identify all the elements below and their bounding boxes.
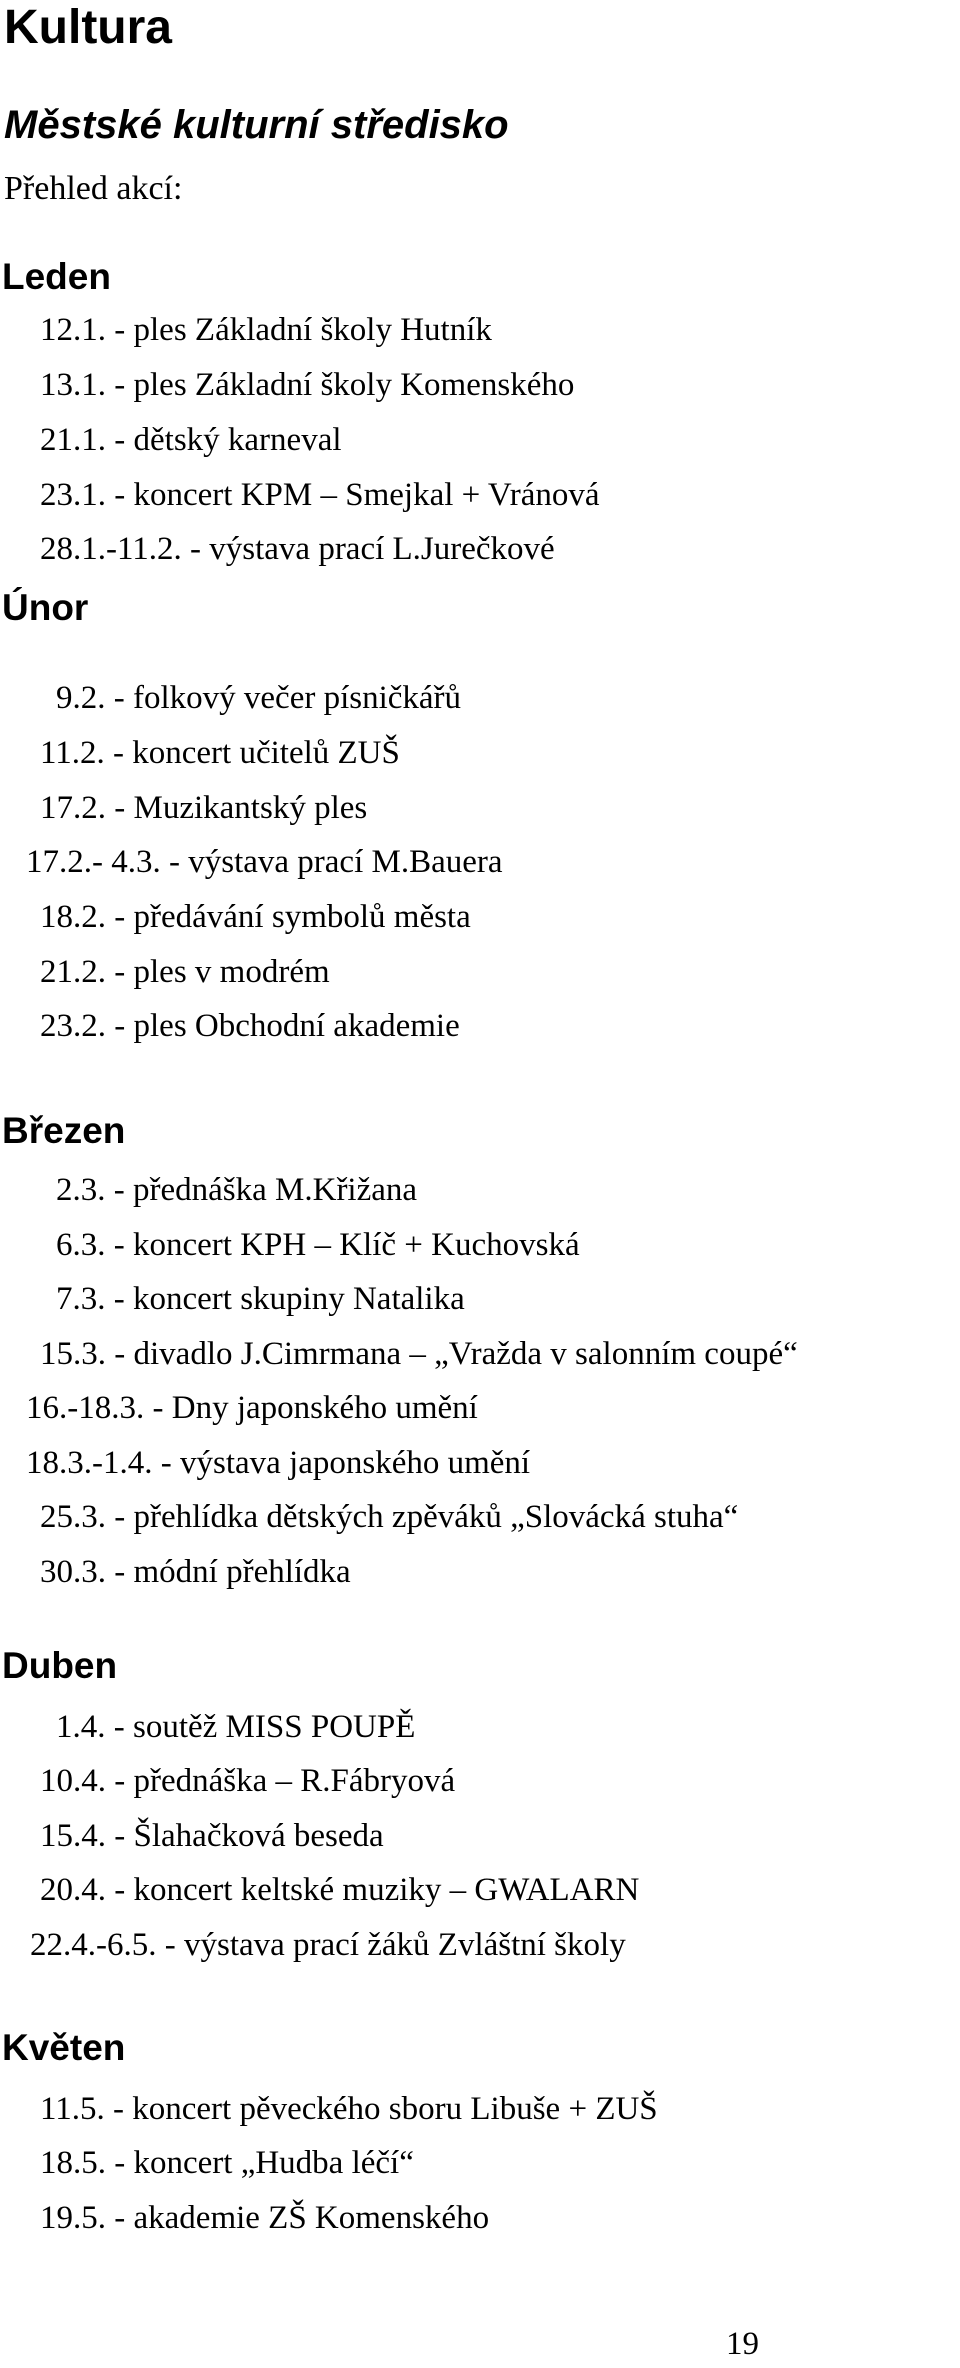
list-item	[40, 2143, 414, 2183]
event-date: 23.2. -	[40, 1008, 126, 1044]
event-text: koncert učitelů ZUŠ	[132, 735, 400, 771]
event-text: předávání symbolů města	[133, 899, 471, 935]
list-item	[26, 842, 503, 882]
event-text: koncert keltské muziky – GWALARN	[133, 1872, 640, 1908]
event-text: dětský karneval	[133, 422, 342, 458]
event-date: 2.3. -	[56, 1172, 125, 1208]
list-item	[40, 420, 342, 460]
event-text: divadlo J.Cimrmana – „Vražda v salonním coupé“	[133, 1336, 798, 1372]
event-date: 11.5. -	[40, 2091, 125, 2127]
event-date: 20.4. -	[40, 1872, 126, 1908]
event-date: 18.2. -	[40, 899, 126, 935]
event-date: 12.1. -	[40, 312, 126, 348]
list-item	[40, 365, 574, 405]
event-date: 18.5. -	[40, 2145, 126, 2181]
event-date: 15.3. -	[40, 1336, 126, 1372]
event-text: přednáška M.Křižana	[133, 1172, 418, 1208]
list-item	[40, 1761, 455, 1801]
event-date: 21.2. -	[40, 954, 126, 990]
event-date: 10.4. -	[40, 1763, 126, 1799]
event-date: 23.1. -	[40, 477, 126, 513]
event-text: koncert KPH – Klíč + Kuchovská	[133, 1227, 580, 1263]
event-text: ples Obchodní akademie	[133, 1008, 460, 1044]
event-date: 17.2. -	[40, 790, 126, 826]
event-date: 6.3. -	[56, 1227, 125, 1263]
list-item	[56, 1225, 580, 1265]
page-number: 19	[726, 2326, 759, 2362]
event-date: 15.4. -	[40, 1818, 126, 1854]
event-text: Šlahačková beseda	[133, 1818, 384, 1854]
list-item	[40, 1816, 384, 1856]
list-item	[40, 733, 400, 773]
event-text: akademie ZŠ Komenského	[133, 2200, 490, 2236]
list-item	[40, 2089, 658, 2129]
event-text: koncert pěveckého sboru Libuše + ZUŠ	[132, 2091, 658, 2127]
event-date: 22.4.-6.5. -	[30, 1927, 176, 1963]
list-item	[40, 788, 367, 828]
list-item	[26, 1388, 478, 1428]
event-text: Dny japonského umění	[171, 1390, 478, 1426]
list-item	[40, 529, 555, 569]
list-item	[40, 952, 330, 992]
event-text: Muzikantský ples	[133, 790, 368, 826]
list-item	[40, 897, 471, 937]
event-text: koncert „Hudba léčí“	[133, 2145, 414, 2181]
list-item	[56, 1170, 417, 1210]
list-item	[40, 1334, 798, 1374]
event-text: výstava prací M.Bauera	[188, 844, 503, 880]
event-date: 17.2.- 4.3. -	[26, 844, 180, 880]
event-date: 11.2. -	[40, 735, 125, 771]
event-date: 25.3. -	[40, 1499, 126, 1535]
event-text: ples Základní školy Komenského	[133, 367, 575, 403]
event-date: 7.3. -	[56, 1281, 125, 1317]
event-date: 18.3.-1.4. -	[26, 1445, 172, 1481]
list-item	[40, 1497, 738, 1537]
intro-text: Přehled akcí:	[4, 170, 183, 207]
list-item	[40, 1870, 639, 1910]
list-item	[26, 1443, 530, 1483]
page-title: Kultura	[4, 1, 172, 54]
event-date: 9.2. -	[56, 680, 125, 716]
list-item	[40, 2198, 489, 2238]
event-text: výstava japonského umění	[179, 1445, 531, 1481]
event-date: 1.4. -	[56, 1709, 125, 1745]
list-item	[40, 1552, 351, 1592]
month-heading-leden: Leden	[2, 256, 111, 297]
list-item	[40, 310, 492, 350]
event-text: soutěž MISS POUPĚ	[133, 1709, 416, 1745]
event-text: folkový večer písničkářů	[133, 680, 462, 716]
event-text: koncert KPM – Smejkal + Vránová	[133, 477, 600, 513]
event-date: 19.5. -	[40, 2200, 126, 2236]
page-subtitle: Městské kulturní středisko	[4, 103, 509, 147]
list-item	[40, 475, 600, 515]
event-text: přehlídka dětských zpěváků „Slovácká stuha“	[133, 1499, 739, 1535]
list-item	[40, 1006, 460, 1046]
event-text: koncert skupiny Natalika	[133, 1281, 465, 1317]
event-text: ples v modrém	[133, 954, 330, 990]
month-heading-unor: Únor	[2, 587, 89, 628]
event-date: 16.-18.3. -	[26, 1390, 164, 1426]
event-text: přednáška – R.Fábryová	[133, 1763, 456, 1799]
list-item	[30, 1925, 626, 1965]
event-text: výstava prací žáků Zvláštní školy	[183, 1927, 626, 1963]
list-item	[56, 678, 461, 718]
event-date: 21.1. -	[40, 422, 126, 458]
list-item	[56, 1279, 465, 1319]
month-heading-kveten: Květen	[2, 2027, 126, 2068]
event-text: módní přehlídka	[133, 1554, 351, 1590]
event-date: 30.3. -	[40, 1554, 126, 1590]
event-text: ples Základní školy Hutník	[133, 312, 492, 348]
list-item	[56, 1707, 415, 1747]
month-heading-duben: Duben	[2, 1645, 118, 1686]
event-text: výstava prací L.Jurečkové	[209, 531, 555, 567]
event-date: 13.1. -	[40, 367, 126, 403]
month-heading-brezen: Březen	[2, 1110, 126, 1151]
event-date: 28.1.-11.2. -	[40, 531, 202, 567]
